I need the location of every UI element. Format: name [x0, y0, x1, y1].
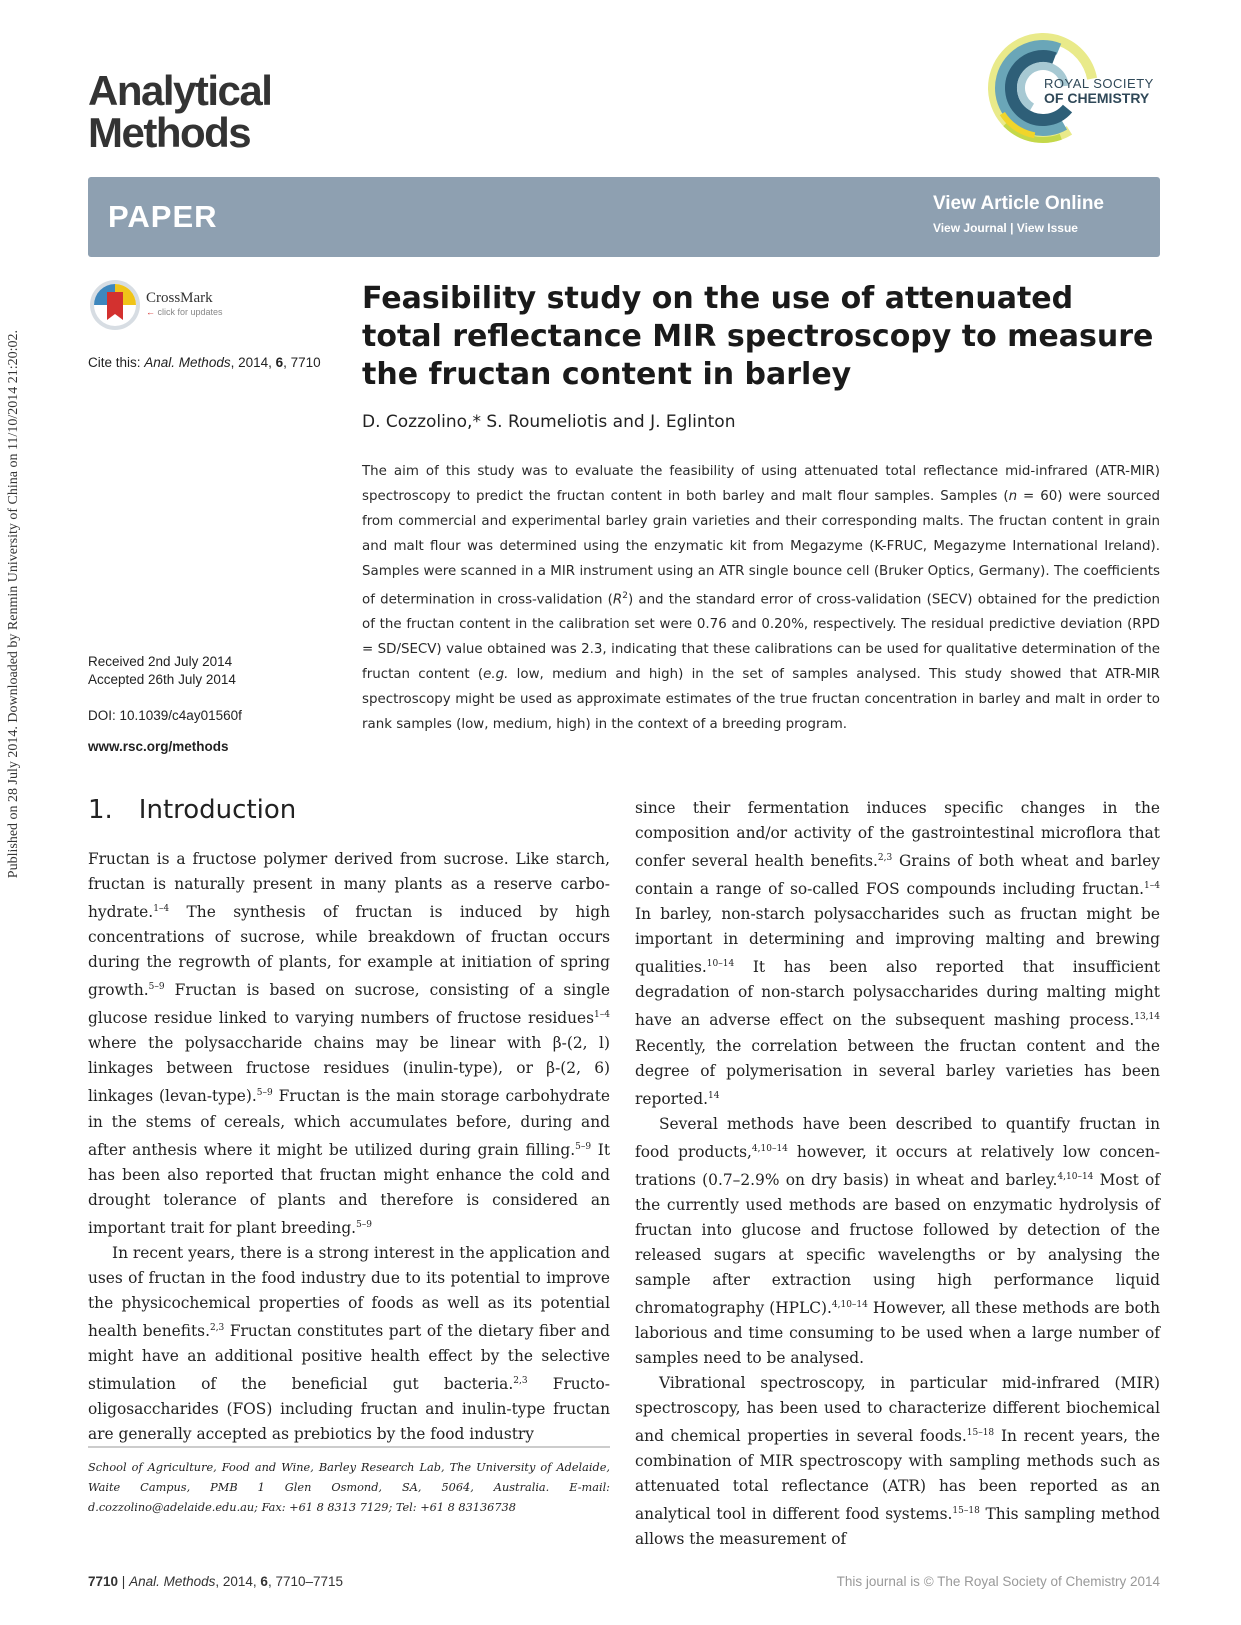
doi[interactable]: DOI: 10.1039/c4ay01560f [88, 708, 242, 723]
received-date: Received 2nd July 2014 [88, 654, 233, 669]
citation-ref[interactable]: 13,14 [1134, 1012, 1160, 1023]
crossmark-name: CrossMark [146, 290, 213, 306]
citation-ref[interactable]: 4,10–14 [831, 1299, 868, 1310]
crossmark-label[interactable] [146, 290, 223, 317]
banner-links [933, 193, 1104, 235]
author-list: D. Cozzolino,* S. Roumeliotis and J. Eglinton [362, 412, 736, 432]
citation-ref[interactable]: 14 [707, 1090, 720, 1101]
citation-ref[interactable]: 15–18 [952, 1506, 980, 1517]
journal-title-line2: Methods [88, 109, 251, 156]
download-stamp: Published on 28 July 2014. Downloaded by Renmin University of China on 11/10/2014 21:20:02. [6, 330, 21, 879]
citation-ref[interactable]: 5–9 [148, 982, 165, 993]
rsc-line1: ROYAL SOCIETY [1044, 76, 1154, 91]
citation-ref[interactable]: 1–4 [594, 1010, 610, 1021]
view-journal-link[interactable]: View Journal [932, 221, 1007, 235]
paragraph: Vibrational spectroscopy, in particular mid-infrared (MIR) spectroscopy, has been used to characterize different biochemical and chemical properties in several foods.$^{15-18}$ In recent years, the combination of MIR spectroscopy with sampling methods such as attenuated total reflectance (ATR) has been reported as an analytical tool in different food systems.$^{15-18}$ This sampling method allows the measurement of [635, 1374, 1161, 1549]
view-article-online-link[interactable]: View Article Online [932, 193, 1104, 214]
journal-title-line1: Analytical [88, 67, 272, 114]
citation-ref[interactable]: 10–14 [706, 959, 735, 970]
crossmark-caption: ← click for updates [146, 307, 223, 317]
affiliation-footnote: School of Agriculture, Food and Wine, Barley Research Lab, The University of Adelaide, Waite Campus, PMB 1 Glen Osmond, SA, 5064, Australia. E-mail: d.cozzolino@adelaide.edu.au; Fax: +61 8 8313 7129; Tel: +61 8 83136738 [88, 1461, 610, 1514]
abstract: The aim of this study was to evaluate the feasibility of using attenuated total reflectance mid-infrared (ATR-MIR) spectroscopy to predict the fructan content in both barley and malt flour samples. Samples (n = 60) were sourced from commercial and experimental barley grain varieties and their corresponding malts. The fructan content in grain and malt flour was determined using the enzymatic kit from Megazyme (K-FRUC, Megazyme International Ireland). Samples were scanned in a MIR instrument using an ATR single bounce cell (Bruker Optics, Germany). The coefficients of determination in cross-validation $(R^2)$ and the standard error of cross-validation (SECV) obtained for the prediction of the fructan content in the calibration set were 0.76 and 0.20%, respectively. The residual predictive deviation (RPD = SD/SECV) value obtained was 2.3, indicating that these calibrations can be used for qualitative determination of the fructan content (e.g. low, medium and high) in the set of samples analysed. This study showed that ATR-MIR spectroscopy might be used as approximate estimates of the true fructan concentration in barley and malt in order to rank samples (low, medium, high) in the context of a breeding program. [362, 464, 1160, 733]
paragraph: Several methods have been described to quantify fructan in food products,$^{4,10-14}$ however, it occurs at relatively low concentrations (0.7–2.9% on dry basis) in wheat and barley.$^{4,10-14}$ Most of the currently used methods are based on enzymatic hydrolysis of fructan into glucose and fructose followed by detection of the released sugars at specific wavelengths or by analysing the sample after extraction using high performance liquid chromatography (HPLC).$^{4,10-14}$ However, all these methods are both laborious and time consuming to be used when a large number of samples need to be analysed. [635, 1114, 1161, 1367]
citation-ref[interactable]: 15–18 [966, 1428, 995, 1438]
citation-ref[interactable]: 2,3 [209, 1322, 225, 1333]
rsc-wordmark [1044, 76, 1154, 106]
citation-ref[interactable]: 5–9 [356, 1219, 373, 1230]
citation-ref[interactable]: 1–4 [153, 904, 170, 914]
citation-ref[interactable]: 2,3 [877, 853, 893, 863]
accepted-date: Accepted 26th July 2014 [88, 672, 236, 687]
page-footer-citation: 7710 | Anal. Methods, 2014, 6, 7710–7715 [88, 1574, 344, 1589]
body-column-right [635, 796, 1160, 1552]
copyright-notice: This journal is © The Royal Society of Chemistry 2014 [836, 1574, 1160, 1589]
paragraph: In recent years, there is a strong interest in the application and uses of fructan in the food industry due to its potential to improve the physicochemical properties of foods as well as its potential health benefits.$^{2,3}$ Fructan constitutes part of the dietary fiber and might have an additional positive health effect by the selective stimulation of the beneficial gut bacteria.$^{2,3}$ Fructo-oligosaccharides (FOS) including fructan and inulin-type fructan are generally accepted as prebiotics by the food industry [88, 1243, 610, 1443]
article-type-banner [88, 177, 1160, 257]
citation-ref[interactable]: 1–4 [1144, 881, 1160, 892]
cite-this: Cite this: Anal. Methods, 2014, 6, 7710 [88, 355, 321, 370]
article-type-label: PAPER [108, 199, 218, 234]
rsc-line2: OF CHEMISTRY [1044, 90, 1150, 106]
section-heading-introduction: 1. Introduction [88, 795, 297, 825]
citation-ref[interactable]: 4,10–14 [751, 1143, 788, 1154]
paragraph: since their fermentation induces specific changes in the composition and/or activity of the gastrointestinal microflora that confer several health benefits.$^{2,3}$ Grains of both wheat and barley contain a range of so-called FOS compounds including fructan.$^{1-4}$ In barley, non-starch polysaccharides such as fructan might be important in determining and improving malting and brewing qualities.$^{10-14}$ It has been also reported that insufficient degradation of non-starch polysaccharides during malting might have an adverse effect on the subsequent mashing process.$^{13,14}$ Recently, the correlation between the fructan content and the degree of polymerisation in several barley varieties has been reported.$^{14}$ [635, 799, 1160, 1108]
journal-website-link[interactable]: www.rsc.org/methods [88, 739, 229, 754]
article-title: Feasibility study on the use of attenuated total reflectance MIR spectroscopy to measure the fructan content in barley [362, 281, 1154, 392]
citation-ref[interactable]: 2,3 [513, 1375, 528, 1386]
back-arrow-icon: ← [146, 307, 155, 317]
view-links-row [933, 221, 1104, 235]
citation-ref[interactable]: 5–9 [256, 1088, 273, 1099]
journal-title[interactable] [88, 67, 272, 156]
citation-ref[interactable]: 5–9 [575, 1141, 592, 1152]
body-column-left [88, 847, 610, 1447]
page-number: 7710 [88, 1574, 119, 1589]
link-separator: | [1010, 221, 1014, 235]
paragraph: Fructan is a fructose polymer derived from sucrose. Like starch, fructan is naturally present in many plants as a reserve carbohydrate.$^{1-4}$ The synthesis of fructan is induced by high concentrations of sucrose, while breakdown of fructan occurs during the regrowth of plants, for example at initiation of spring growth.$^{5-9}$ Fructan is based on sucrose, consisting of a single glucose residue linked to varying numbers of fructose residues$^{1-4}$ where the polysaccharide chains may be linear with β-(2, l) linkages between fructose residues (inulin-type), or β-(2, 6) linkages (levan-type).$^{5-9}$ Fructan is the main storage carbohydrate in the stems of cereals, which accumulates before, during and after anthesis where it might be utilized during grain filling.$^{5-9}$ It has been also reported that fructan might enhance the cold and drought tolerance of plants and therefore is considered an important trait for plant breeding.$^{5-9}$ [88, 850, 610, 1237]
citation-ref[interactable]: 4,10–14 [1057, 1171, 1094, 1182]
submission-dates [88, 653, 236, 689]
footnote-divider [88, 1446, 610, 1448]
view-issue-link[interactable]: View Issue [1016, 221, 1078, 235]
